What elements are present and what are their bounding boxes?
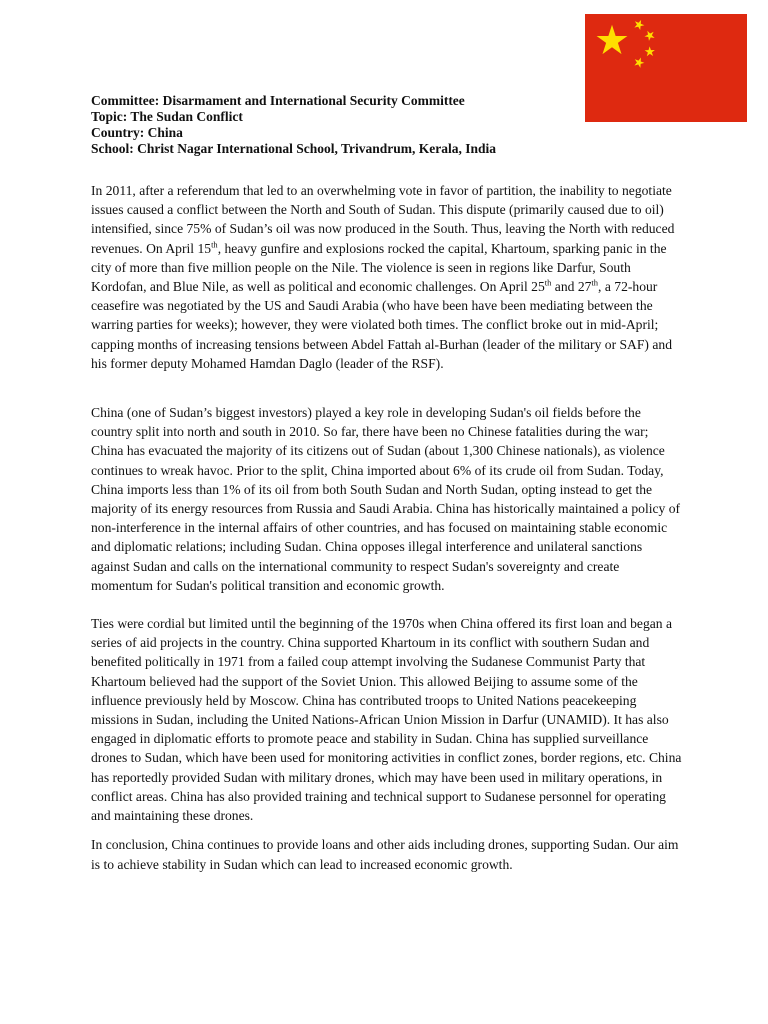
paragraph-china-role: China (one of Sudan’s biggest investors) played a key role in developing Sudan's oil fields before the country split into north and south in 2010. So far, there have been no Chinese fatalities during the war; China has evacuated the majority of its citizens out of Sudan (about 1,300 Chinese nationals), as violence continues to wreak havoc. Prior to the split, China imported about 6% of its crude oil from Sudan. Today, China imports less than 1% of its oil from both South Sudan and North Sudan, opting instead to get the majority of its energy resources from Russia and Saudi Arabia. China has historically maintained a policy of non-interference in the internal affairs of other countries, and has focused on maintaining stable economic and diplomatic relations; including Sudan. China opposes illegal interference and unilateral sanctions against Sudan and calls on the international community to respect Sudan's sovereignty and create momentum for Sudan's political transition and economic growth.: [91, 405, 681, 593]
school-line: School: Christ Nagar International School, Trivandrum, Kerala, India: [91, 141, 497, 156]
committee-line: Committee: Disarmament and International Security Committee: [91, 93, 465, 108]
topic-line: Topic: The Sudan Conflict: [91, 109, 243, 124]
paragraph-conclusion: In conclusion, China continues to provide loans and other aids including drones, supporting Sudan. Our aim is to achieve stability in Sudan which can lead to increased economic growth.: [91, 837, 679, 872]
document-body: [91, 181, 682, 874]
country-line: Country: China: [91, 125, 183, 140]
paragraph-background: In 2011, after a referendum that led to an overwhelming vote in favor of partition, the inability to negotiate issues caused a conflict between the North and South of Sudan. This dispute (primarily caused due to oil) intensified, since 75% of Sudan’s oil was now produced in the South. Thus, leaving the North with reduced revenues. On April 15th, heavy gunfire and explosions rocked the capital, Khartoum, sparking panic in the city of more than five million people on the Nile. The violence is seen in regions like Darfur, South Kordofan, and Blue Nile, as well as political and economic challenges. On April 25th and 27th, a 72-hour ceasefire was negotiated by the US and Saudi Arabia (who have been have been mediating between the warring parties for weeks); however, they were violated both times. The conflict broke out in mid-April; capping months of increasing tensions between Abdel Fattah al-Burhan (leader of the military or SAF) and his former deputy Mohamed Hamdan Daglo (leader of the RSF).: [91, 183, 675, 371]
document-header: [91, 93, 691, 157]
paragraph-history: Ties were cordial but limited until the beginning of the 1970s when China offered its first loan and began a series of aid projects in the country. China supported Khartoum in its conflict with southern Sudan and benefited politically in 1971 from a failed coup attempt involving the Sudanese Communist Party that Khartoum believed had the support of the Soviet Union. This allowed Beijing to assume some of the influence previously held by Moscow. China has contributed troops to United Nations peacekeeping missions in Sudan, including the United Nations-African Union Mission in Darfur (UNAMID). It has also engaged in diplomatic efforts to promote peace and stability in Sudan. China has supplied surveillance drones to Sudan, which have been used for monitoring activities in conflict zones, border regions, etc. China has reportedly provided Sudan with military drones, which may have been used in military operations, in conflict areas. China has also provided training and technical support to Sudanese personnel for operating and maintaining these drones.: [91, 616, 682, 824]
